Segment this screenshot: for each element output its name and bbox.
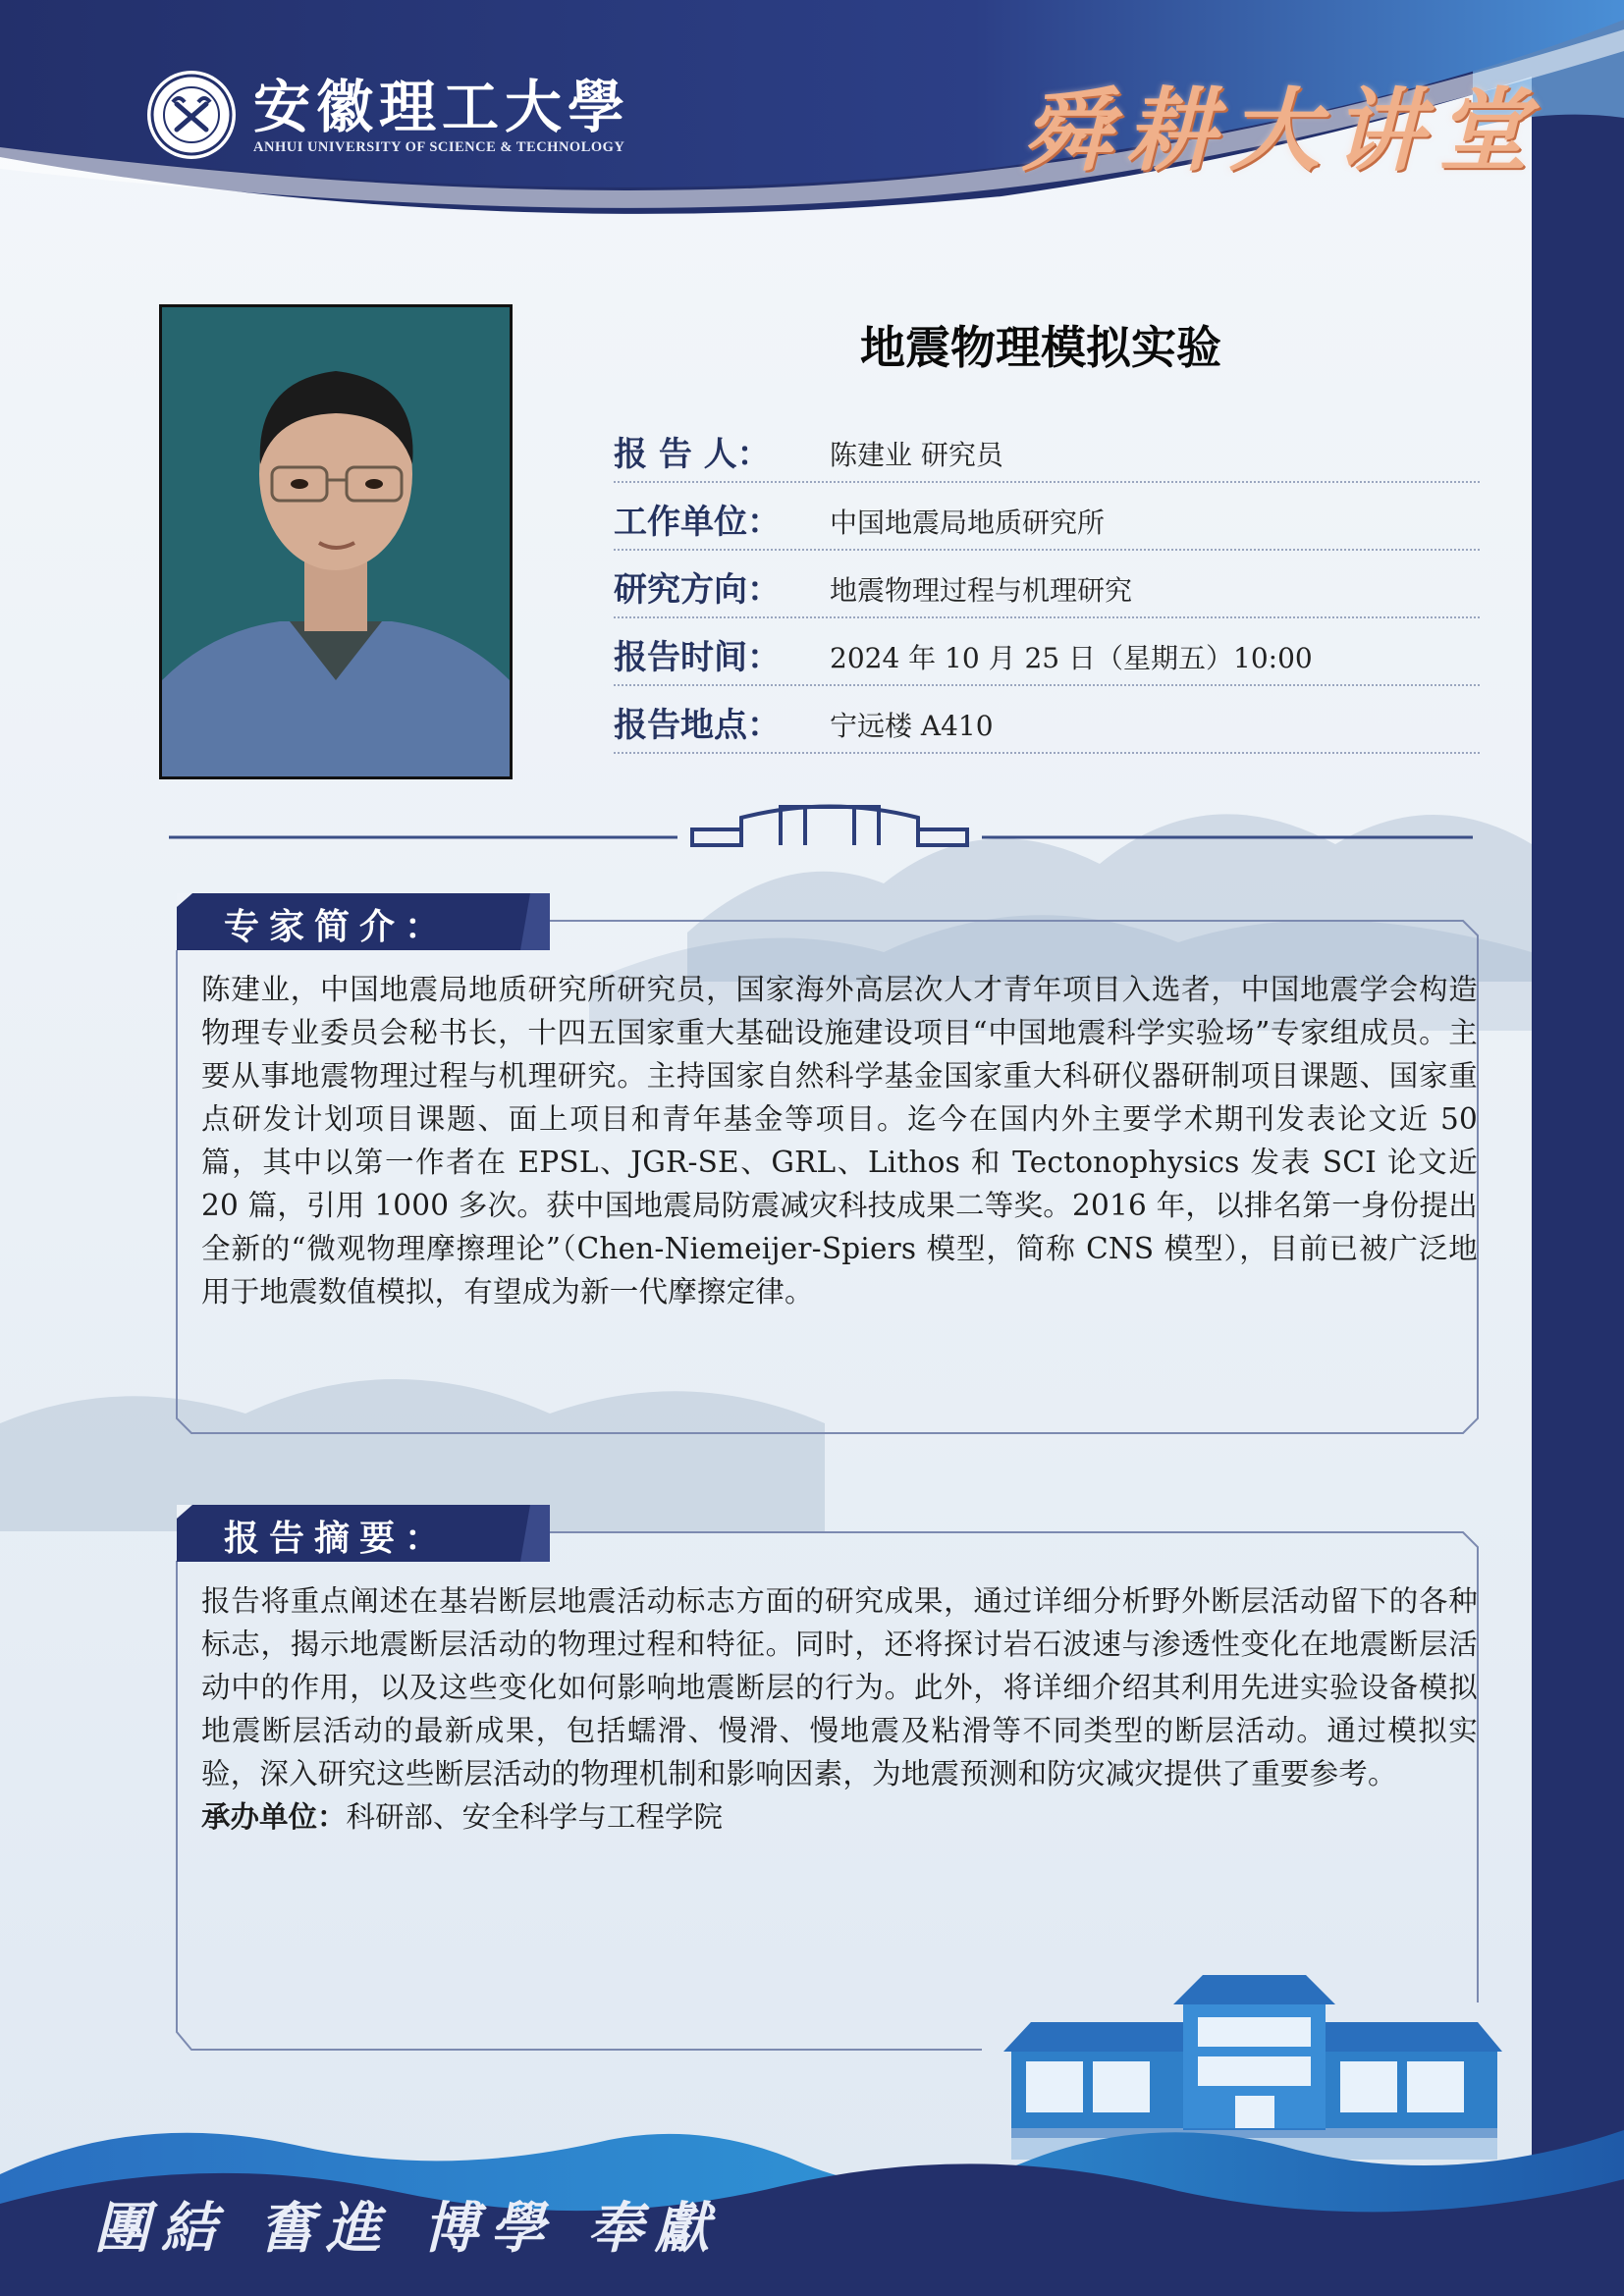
info-value: 中国地震局地质研究所 <box>830 507 1106 539</box>
abstract-heading-text: 报告摘要： <box>224 1519 451 1559</box>
abstract-section <box>201 1579 1478 1839</box>
abstract-heading <box>177 1505 540 1562</box>
info-label: 报告时间： <box>614 638 781 677</box>
bio-text: 陈建业，中国地震局地质研究所研究员，国家海外高层次人才青年项目入选者，中国地震学会构造物理专业委员会秘书长，十四五国家重大基础设施建设项目“中国地震科学实验场”专家组成员。主要从事地震物理过程与机理研究。主持国家自然科学基金国家重大科研仪器研制项目课题、国家重点研发计划项目课题、面上项目和青年基金等项目。迄今在国内外主要学术期刊发表论文近 50 篇，其中以第一作者在 EPSL、JGR-SE、GRL、Lithos 和 Tectonophysics 发表 SCI 论文近 20 篇，引用 1000 多次。获中国地震局防震减灾科技成果二等奖。2016 年，以排名第一身份提出全新的“微观物理摩擦理论”（Chen-Niemeijer-Spiers 模型，简称 CNS 模型），目前已被广泛地用于地震数值模拟，有望成为新一代摩擦定律。 <box>201 973 1478 1308</box>
info-label: 报告地点： <box>614 706 781 745</box>
info-row-time <box>614 627 1480 686</box>
info-row-research-area <box>614 560 1480 618</box>
info-value: 地震物理过程与机理研究 <box>830 574 1133 607</box>
info-value: 2024 年 10 月 25 日（星期五）10:00 <box>830 642 1313 674</box>
info-label: 工作单位： <box>614 503 781 542</box>
abstract-text: 报告将重点阐述在基岩断层地震活动标志方面的研究成果，通过详细分析野外断层活动留下的各种标志，揭示地震断层活动的物理过程和特征。同时，还将探讨岩石波速与渗透性变化在地震断层活动中的作用，以及这些变化如何影响地震断层的行为。此外，将详细介绍其利用先进实验设备模拟地震断层活动的最新成果，包括蠕滑、慢滑、慢地震及粘滑等不同类型的断层活动。通过模拟实验，深入研究这些断层活动的物理机制和影响因素，为地震预测和防灾减灾提供了重要参考。 <box>201 1584 1478 1790</box>
university-logo <box>145 69 238 161</box>
talk-title: 地震物理模拟实验 <box>860 321 1221 374</box>
organizer-label: 承办单位： <box>201 1800 347 1834</box>
info-row-speaker <box>614 424 1480 483</box>
info-label: 报 告 人： <box>614 435 771 474</box>
university-name-en: ANHUI UNIVERSITY OF SCIENCE & TECHNOLOGY <box>253 139 625 155</box>
speaker-photo <box>159 304 513 779</box>
bio-section <box>201 968 1478 1313</box>
bio-heading <box>177 893 540 950</box>
info-value: 陈建业 研究员 <box>830 439 1003 471</box>
university-motto: 團結 奮進 博學 奉獻 <box>94 2196 722 2261</box>
bio-heading-text: 专家简介： <box>224 907 451 947</box>
lecture-series-title: 舜耕大讲堂 <box>1021 78 1543 184</box>
university-name-cn: 安徽理工大學 <box>253 74 631 140</box>
info-row-location <box>614 695 1480 754</box>
info-label: 研究方向： <box>614 570 781 610</box>
organizer-value: 科研部、安全科学与工程学院 <box>346 1800 724 1834</box>
info-value: 宁远楼 A410 <box>830 710 994 742</box>
organizer <box>201 1795 1478 1839</box>
info-row-affiliation <box>614 492 1480 551</box>
